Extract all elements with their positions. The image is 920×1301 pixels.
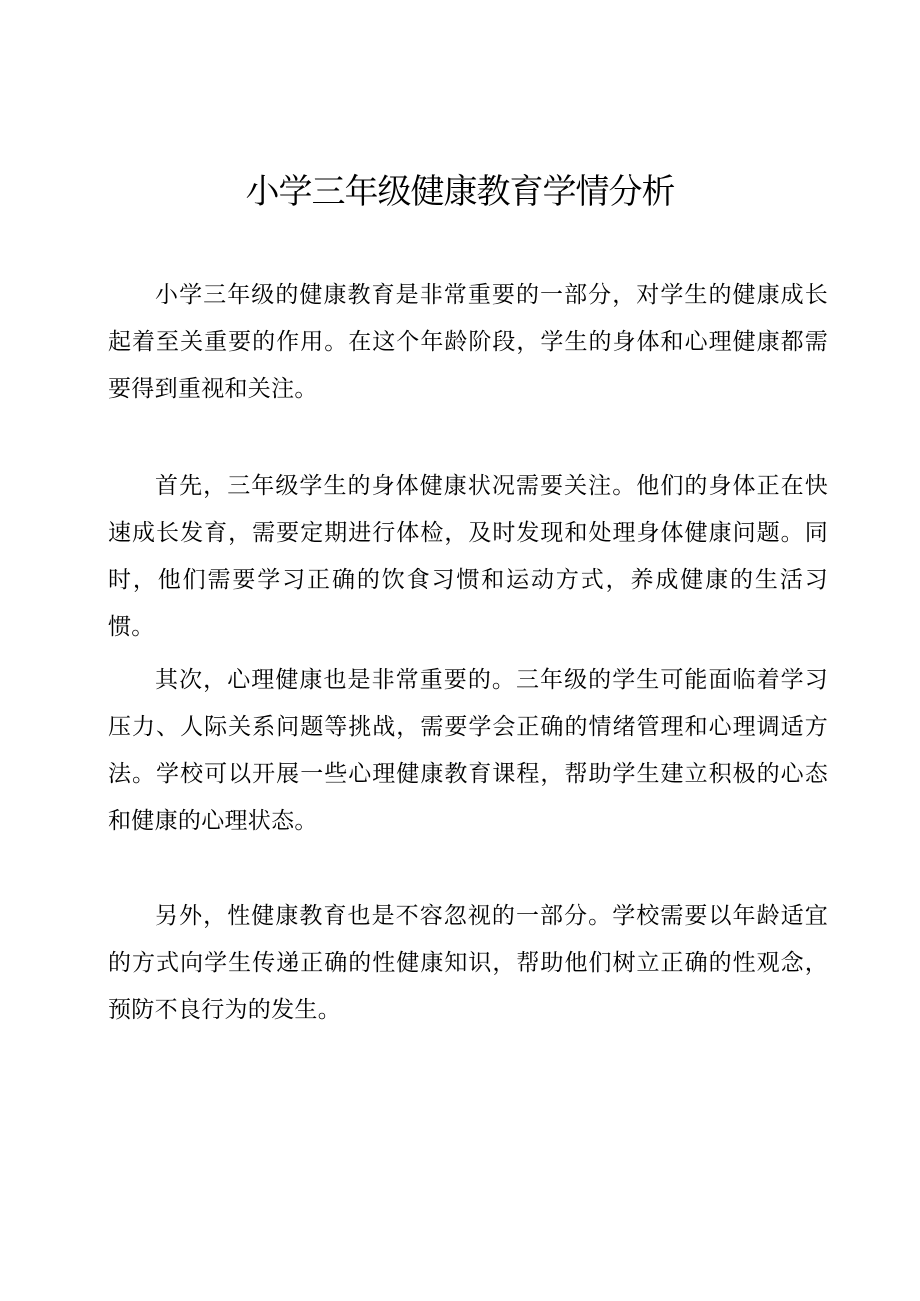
document-title: 小学三年级健康教育学情分析 [245,172,675,212]
paragraph-mental-health: 其次，心理健康也是非常重要的。三年级的学生可能面临着学习压力、人际关系问题等挑战，需要学会正确的情绪管理和心理调适方法。学校可以开展一些心理健康教育课程，帮助学生建立积极的心态和健康的心理状态。 [108,667,828,834]
paragraph-physical-health: 首先，三年级学生的身体健康状况需要关注。他们的身体正在快速成长发育，需要定期进行体检，及时发现和处理身体健康问题。同时，他们需要学习正确的饮食习惯和运动方式，养成健康的生活习惯。 [108,473,828,640]
paragraph-intro: 小学三年级的健康教育是非常重要的一部分，对学生的健康成长起着至关重要的作用。在这个年龄阶段，学生的身体和心理健康都需要得到重视和关注。 [108,282,828,402]
paragraph-sex-education: 另外，性健康教育也是不容忽视的一部分。学校需要以年龄适宜的方式向学生传递正确的性健康知识，帮助他们树立正确的性观念，预防不良行为的发生。 [108,903,828,1023]
